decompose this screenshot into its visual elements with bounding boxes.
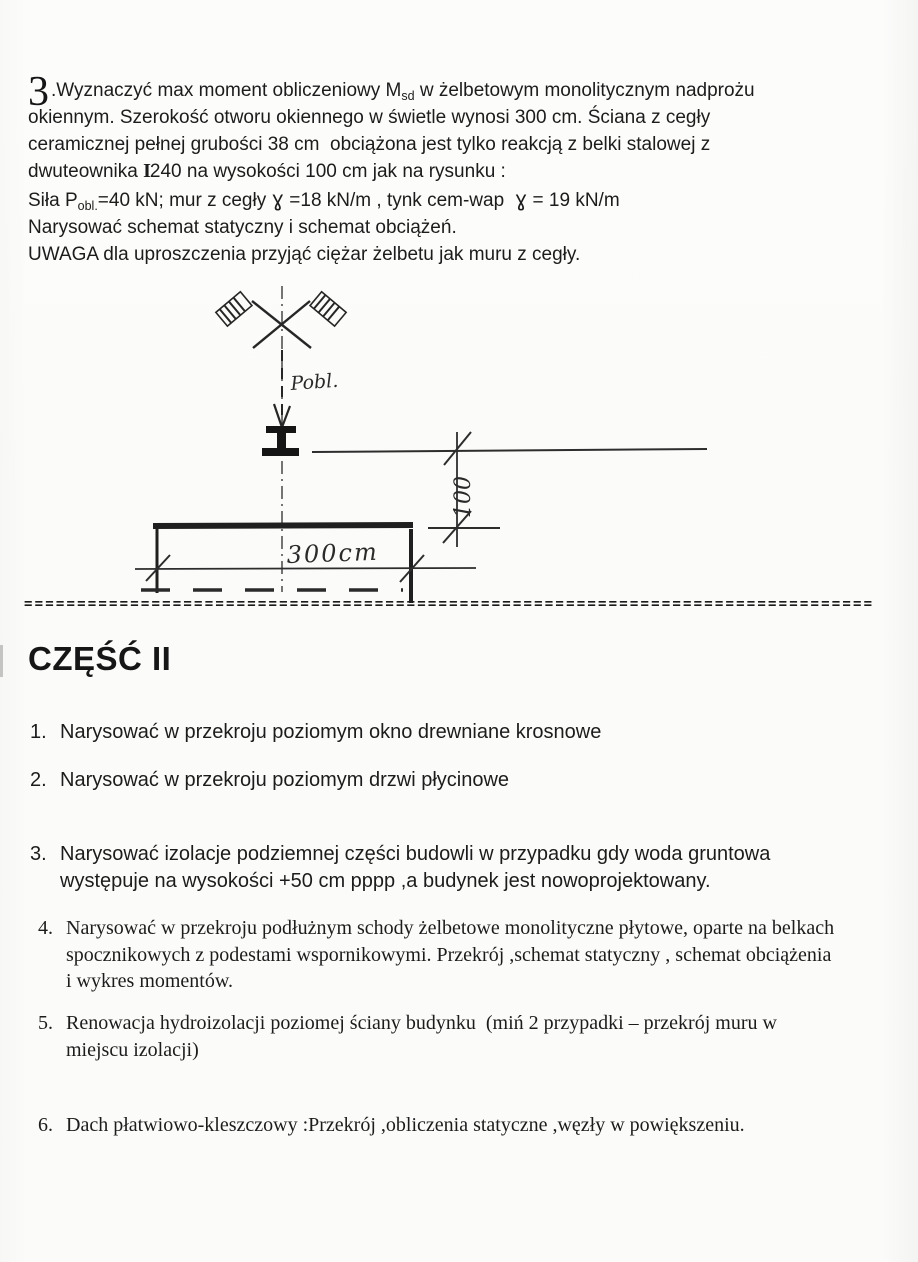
item-number: 4. <box>38 917 53 939</box>
item-line: występuje na wysokości +50 cm pppp ,a budynek jest nowoprojektowany. <box>60 869 711 892</box>
task-line-5-text: =40 kN; mur z cegły <box>97 190 272 212</box>
item-text <box>66 1010 777 1063</box>
item-text <box>60 767 509 794</box>
height-dimension <box>312 432 707 547</box>
i-beam-symbol <box>262 426 299 456</box>
list-item-1 <box>30 719 601 746</box>
item-text <box>60 841 770 894</box>
list-item-5 <box>38 1010 777 1063</box>
lintel-beam-line <box>153 525 413 526</box>
task-line-4 <box>28 158 880 186</box>
item-number: 3. <box>30 843 47 865</box>
section-separator: ================================================================================ <box>24 596 875 612</box>
task-3-paragraph <box>28 78 880 269</box>
hatched-flag-left <box>216 292 252 326</box>
item-line: Narysować w przekroju poziomym okno drewniane krosnowe <box>60 721 602 743</box>
item-number: 1. <box>30 721 47 743</box>
list-item-3 <box>30 841 770 894</box>
reference-line <box>312 449 707 452</box>
task-line-1 <box>28 78 880 105</box>
task-line-4-text: dwuteownika <box>28 161 144 183</box>
scan-edge-artifact <box>0 645 3 677</box>
task-line-6: Narysować schemat statyczny i schemat obciążeń. <box>28 216 457 238</box>
list-item-4 <box>38 915 834 995</box>
item-line: Narysować w przekroju podłużnym schody żelbetowe monolityczne płytowe, oparte na belkach <box>66 917 835 939</box>
gamma-symbol: ɣ <box>271 187 285 212</box>
item-line: Renowacja hydroizolacji poziomej ściany budynku (miń 2 przypadki – przekrój muru w <box>66 1012 777 1034</box>
msd-subscript: sd <box>401 89 415 103</box>
task-line-5 <box>28 186 880 215</box>
item-line: i wykres momentów. <box>66 970 234 992</box>
item-line: Narysować w przekroju poziomym drzwi płycinowe <box>60 769 510 791</box>
hatched-flag-right <box>310 292 346 326</box>
item-text <box>66 1112 745 1139</box>
part-2-heading: CZĘŚĆ II <box>28 640 172 677</box>
item-number: 6. <box>38 1114 53 1136</box>
task-line-3: ceramicznej pełnej grubości 38 cm obciążona jest tylko reakcją z belki stalowej z <box>28 133 711 155</box>
task-line-1-text: .Wyznaczyć max moment obliczeniowy M <box>51 80 402 101</box>
height-dimension-label: 100 <box>451 476 476 518</box>
pobl-subscript: obl. <box>77 199 98 214</box>
force-label: Siła P <box>28 190 78 212</box>
width-dimension-label: 300cm <box>286 537 380 569</box>
task-line-5-text2: =18 kN/m , tynk cem-wap <box>284 190 515 212</box>
task-line-7: UWAGA dla uproszczenia przyjąć ciężar żelbetu jak muru z cegły. <box>28 243 581 265</box>
i-beam-section-glyph: I <box>143 160 150 183</box>
item-text <box>66 915 834 995</box>
item-line: Narysować izolacje podziemnej części budowli w przypadku gdy woda gruntowa <box>60 843 771 865</box>
item-number: 2. <box>30 769 47 791</box>
task-number: 3 <box>28 69 49 115</box>
crossed-axes-symbol <box>216 292 346 348</box>
lintel-load-diagram <box>0 280 918 610</box>
item-text <box>60 719 601 746</box>
list-item-2 <box>30 767 509 794</box>
item-line: Dach płatwiowo-kleszczowy :Przekrój ,obliczenia statyczne ,węzły w powiększeniu. <box>66 1114 745 1136</box>
load-label: Pobl. <box>289 369 339 395</box>
item-number: 5. <box>38 1012 53 1034</box>
task-line-1-tail: w żelbetowym monolitycznym nadprożu <box>414 80 755 101</box>
item-line: spocznikowych z podestami wspornikowymi. Przekrój ,schemat statyczny , schemat obciążenia <box>66 943 832 966</box>
list-item-6 <box>38 1112 745 1139</box>
gamma-symbol: ɣ <box>514 187 528 212</box>
task-line-4-tail: 240 na wysokości 100 cm jak na rysunku : <box>149 161 506 183</box>
task-line-5-tail: = 19 kN/m <box>527 190 620 212</box>
task-line-2: okiennym. Szerokość otworu okiennego w świetle wynosi 300 cm. Ściana z cegły <box>28 106 711 128</box>
item-line: miejscu izolacji) <box>66 1038 199 1061</box>
